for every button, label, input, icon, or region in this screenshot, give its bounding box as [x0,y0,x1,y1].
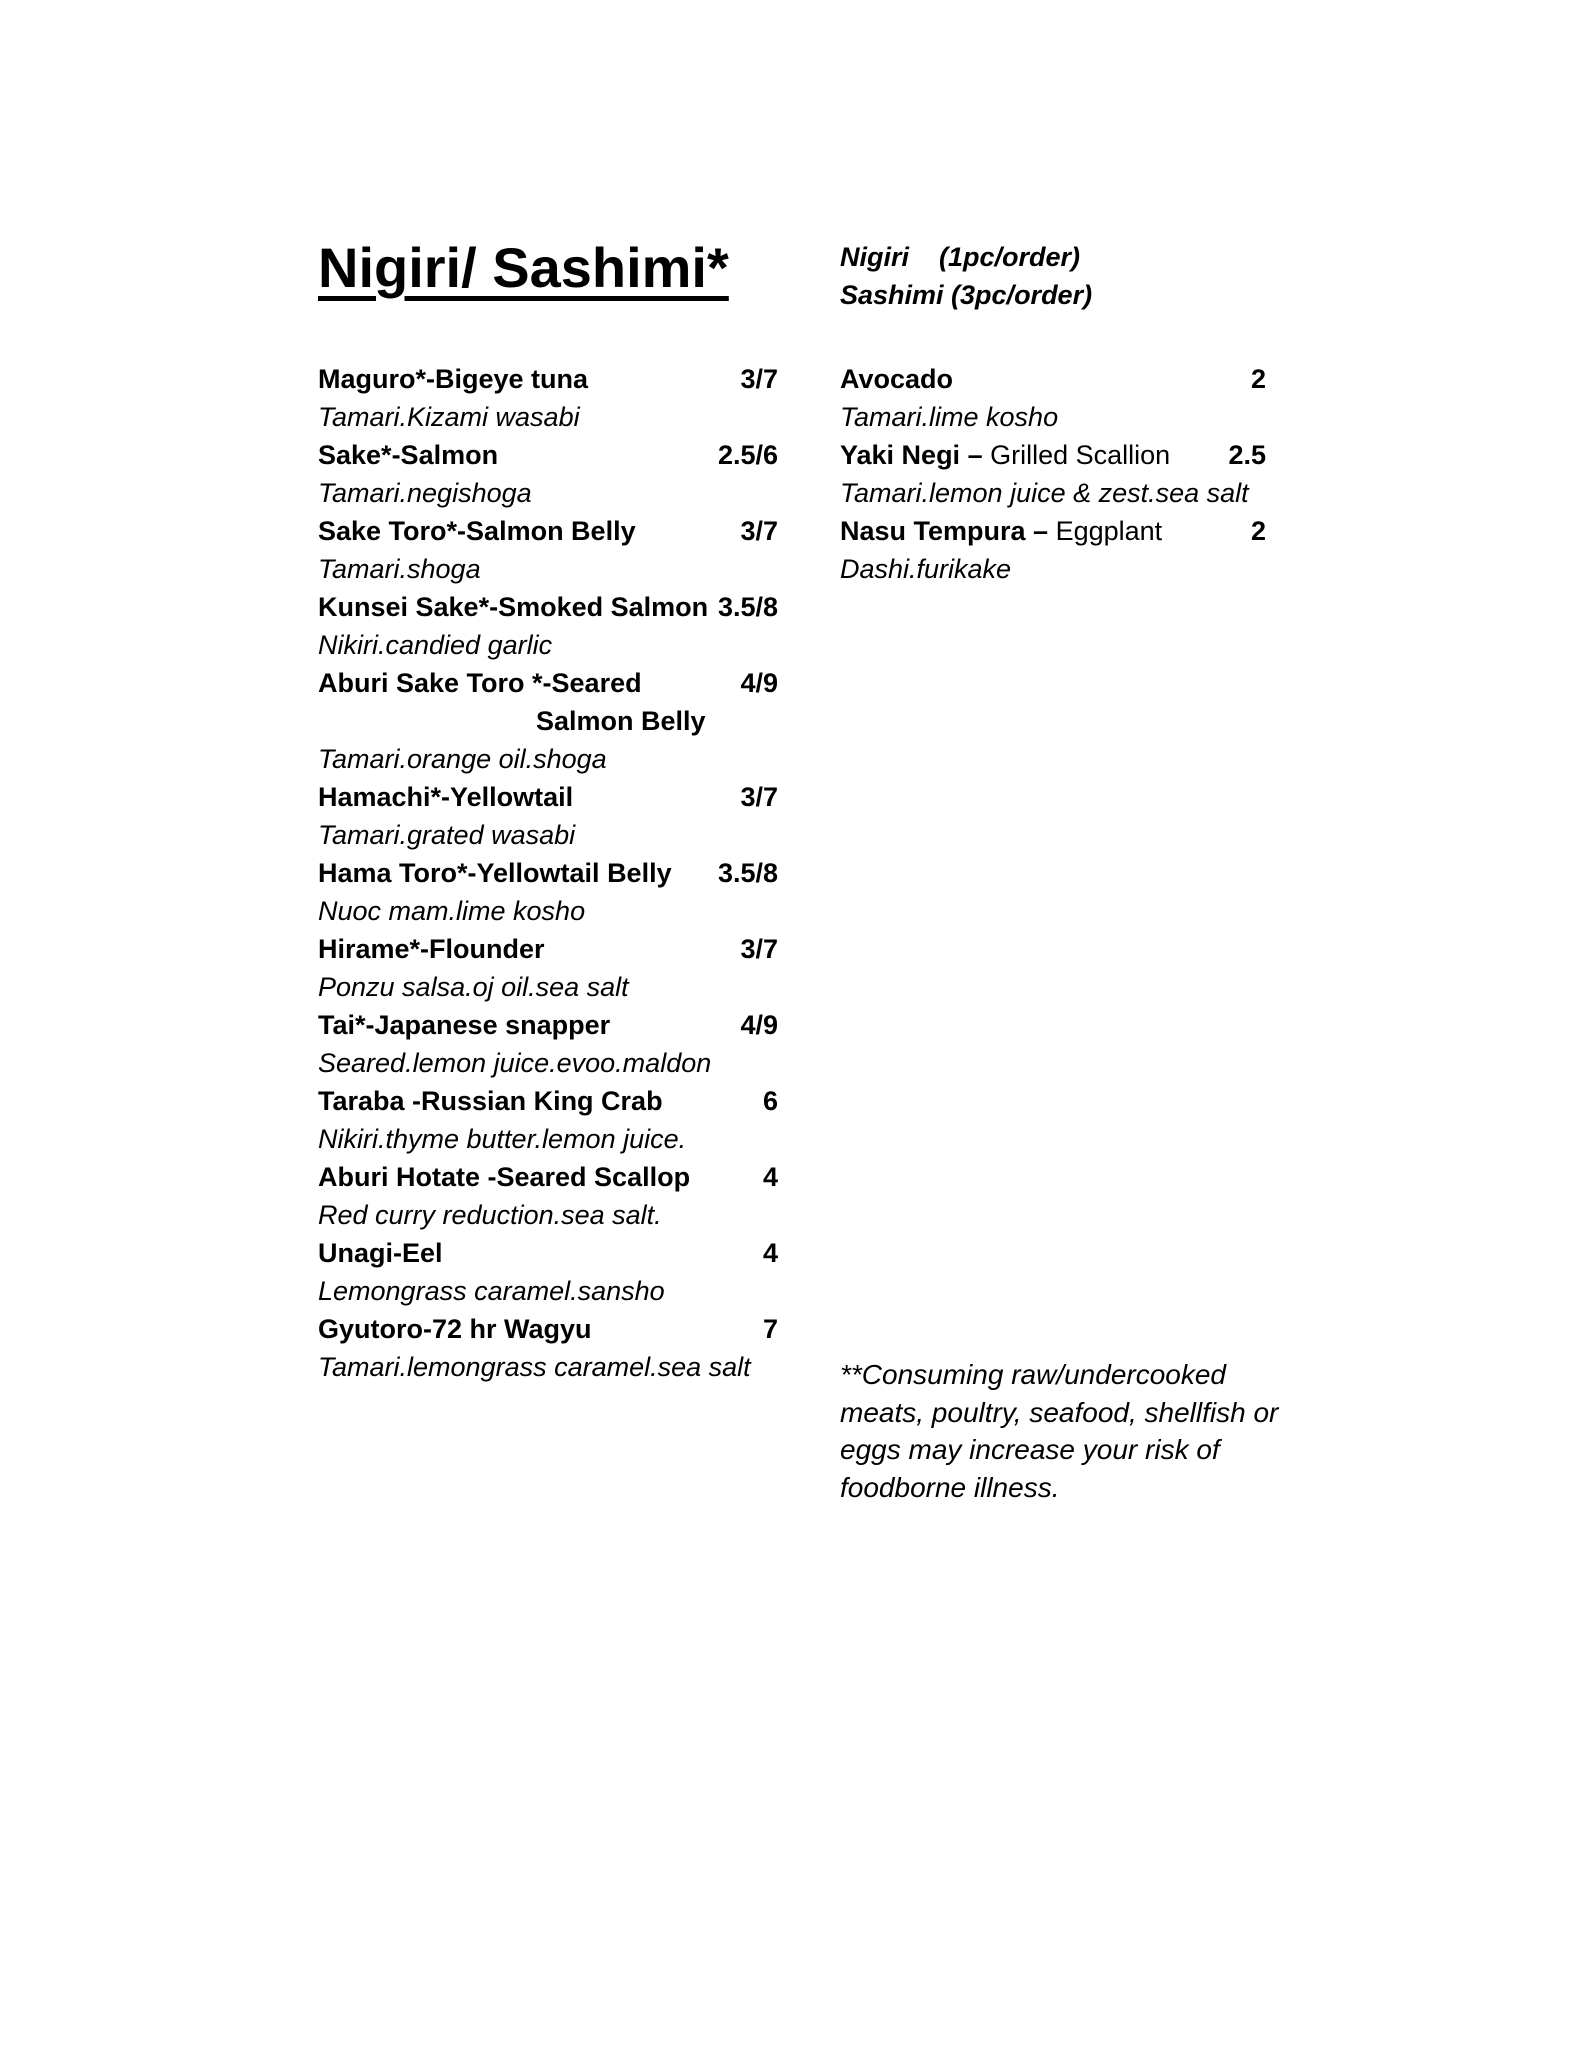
item-description: Tamari.negishoga [318,478,532,508]
serving-info-nigiri: Nigiri (1pc/order) [840,242,1081,272]
item-description: Red curry reduction.sea salt. [318,1200,662,1230]
item-price: 4 [762,1162,778,1192]
disclaimer-line: meats, poultry, seafood, shellfish or [840,1396,1279,1428]
menu-item [318,664,778,778]
item-name: Avocado [840,364,954,394]
menu-item [318,588,778,664]
menu-item [318,854,778,930]
item-price: 3/7 [740,364,778,394]
nigiri-sashimi-column [318,236,778,1386]
item-description: Seared.lemon juice.evoo.maldon [318,1048,712,1078]
item-name: Taraba -Russian King Crab [318,1086,663,1116]
item-description: Lemongrass caramel.sansho [318,1276,665,1306]
menu-item [318,1082,778,1158]
disclaimer-line: foodborne illness. [840,1471,1060,1503]
item-price: 2.5/6 [717,440,778,470]
item-price: 3/7 [740,782,778,812]
item-name: Sake*-Salmon [318,440,499,470]
item-description: Tamari.lime kosho [840,402,1059,432]
menu-item [840,436,1266,512]
menu-item [318,1234,778,1310]
item-name: Maguro*-Bigeye tuna [318,364,589,394]
item-name: Kunsei Sake*-Smoked Salmon [318,592,709,622]
menu-item [318,512,778,588]
item-description: Tamari.orange oil.shoga [318,744,607,774]
item-name: Hama Toro*-Yellowtail Belly [318,858,672,888]
raw-food-disclaimer [840,1356,1340,1506]
menu-title: Nigiri/ Sashimi* [318,236,729,299]
item-description: Dashi.furikake [840,554,1012,584]
menu-item [318,930,778,1006]
item-name: Yaki Negi – Grilled Scallion [840,440,1171,470]
serving-info-sashimi: Sashimi (3pc/order) [840,280,1093,310]
item-name: Tai*-Japanese snapper [318,1010,611,1040]
menu-item [840,512,1266,588]
nigiri-sashimi-item-list [318,360,778,1386]
item-description: Tamari.lemongrass caramel.sea salt [318,1352,751,1382]
item-description: Tamari.grated wasabi [318,820,576,850]
item-name-second-line: Salmon Belly [536,706,706,736]
item-name: Hirame*-Flounder [318,934,545,964]
menu-item [318,436,778,512]
sides-item-list [840,360,1266,588]
item-price: 4/9 [740,668,778,698]
item-name: Unagi-Eel [318,1238,443,1268]
item-name: Aburi Hotate -Seared Scallop [318,1162,691,1192]
item-description: Nikiri.thyme butter.lemon juice. [318,1124,687,1154]
item-name: Sake Toro*-Salmon Belly [318,516,636,546]
menu-item [318,1158,778,1234]
item-price: 3.5/8 [717,592,778,622]
menu-item [318,1006,778,1082]
item-description: Tamari.Kizami wasabi [318,402,580,432]
disclaimer-line: **Consuming raw/undercooked [840,1359,1226,1390]
item-price: 2.5 [1228,440,1266,470]
menu-item [318,778,778,854]
item-price: 2 [1250,364,1266,394]
item-description: Tamari.lemon juice & zest.sea salt [840,478,1249,508]
item-description: Nuoc mam.lime kosho [318,896,586,926]
item-price: 3/7 [740,934,778,964]
item-price: 4/9 [740,1010,778,1040]
item-description: Ponzu salsa.oj oil.sea salt [318,972,629,1002]
item-price: 2 [1250,516,1266,546]
item-name: Nasu Tempura – Eggplant [840,516,1163,546]
menu-item [318,360,778,436]
item-price: 7 [762,1314,778,1344]
item-name: Hamachi*-Yellowtail [318,782,574,812]
sides-column [840,238,1266,588]
item-price: 3/7 [740,516,778,546]
menu-item [318,1310,778,1386]
item-description: Nikiri.candied garlic [318,630,553,660]
item-price: 4 [762,1238,778,1268]
disclaimer-line: eggs may increase your risk of [840,1434,1220,1465]
item-description: Tamari.shoga [318,554,481,584]
item-name: Aburi Sake Toro *-Seared [318,668,642,698]
menu-item [840,360,1266,436]
item-price: 3.5/8 [717,858,778,888]
item-name: Gyutoro-72 hr Wagyu [318,1314,592,1344]
item-price: 6 [762,1086,778,1116]
